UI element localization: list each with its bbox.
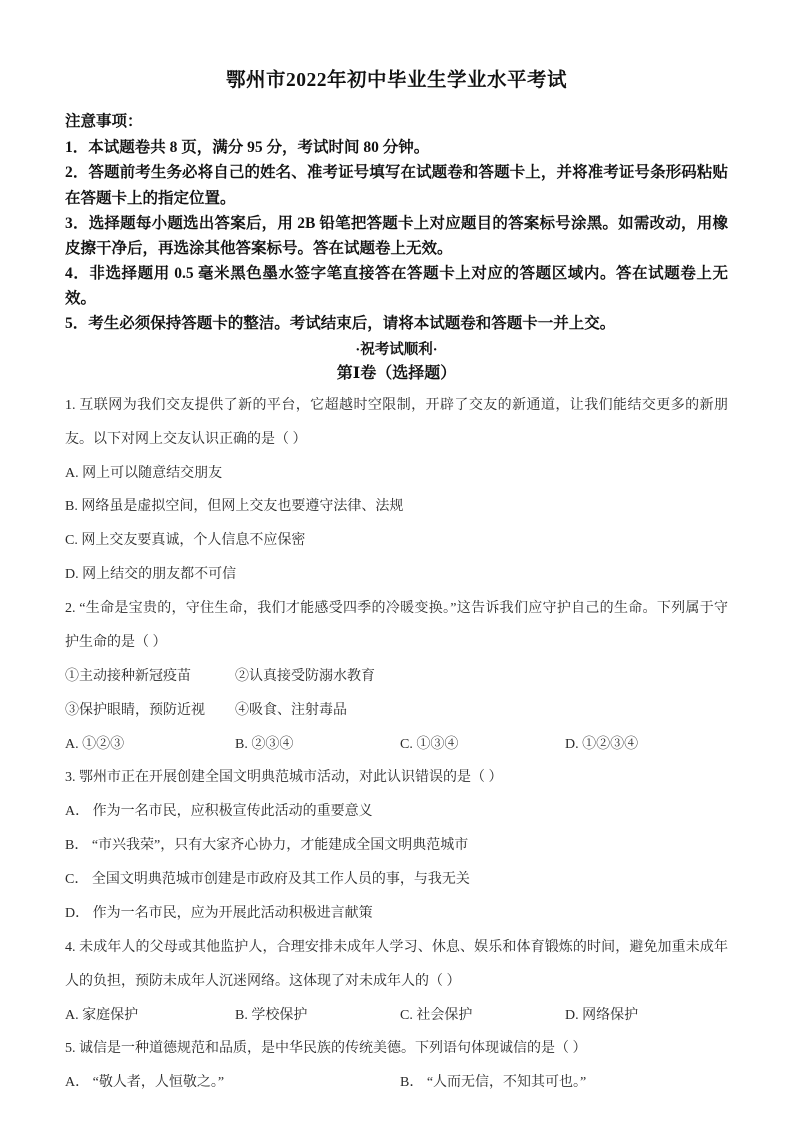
- question-2-subitem-4: ④吸食、注射毒品: [235, 702, 347, 718]
- question-2-option-c[interactable]: C. ①③④: [400, 736, 459, 752]
- question-3-option-a[interactable]: A． 作为一名市民，应积极宣传此活动的重要意义: [65, 804, 373, 820]
- question-3: [65, 761, 728, 930]
- question-2-subitem-row-1: [65, 660, 728, 694]
- question-5-options: [65, 1066, 728, 1100]
- question-5: [65, 1032, 728, 1100]
- question-4-option-b[interactable]: B. 学校保护: [235, 1007, 308, 1023]
- page-title: 鄂州市2022年初中毕业生学业水平考试: [225, 70, 567, 91]
- question-3-stem: 3. 鄂州市正在开展创建全国文明典范城市活动，对此认识错误的是（ ）: [65, 770, 503, 786]
- question-2-subitem-1: ①主动接种新冠疫苗: [65, 668, 191, 684]
- notice-item-4: 4．非选择题用 0.5 毫米黑色墨水签字笔直接答在答题卡上对应的答题区域内。答在试题卷上无效。: [65, 264, 728, 307]
- section-heading: 第Ⅰ卷（选择题）: [336, 364, 457, 382]
- question-4: [65, 931, 728, 1033]
- question-2-options: [65, 728, 728, 762]
- notice-item-5: 5．考生必须保持答题卡的整洁。考试结束后，请将本试题卷和答题卡一并上交。: [65, 315, 616, 333]
- question-2-stem: 2. “生命是宝贵的，守住生命，我们才能感受四季的冷暖变换。”这告诉我们应守护自己的生命。下列属于守护生命的是（ ）: [65, 601, 728, 650]
- question-4-option-d[interactable]: D. 网络保护: [565, 1007, 639, 1023]
- notice-heading: 注意事项：: [65, 113, 143, 131]
- questions-list: [65, 389, 728, 1100]
- question-2-option-a[interactable]: A. ①②③: [65, 736, 125, 752]
- question-5-stem: 5. 诚信是一种道德规范和品质，是中华民族的传统美德。下列语句体现诚信的是（ ）: [65, 1041, 587, 1057]
- question-3-option-c[interactable]: C． 全国文明典范城市创建是市政府及其工作人员的事，与我无关: [65, 872, 470, 887]
- wish-line: ·祝考试顺利·: [355, 342, 438, 359]
- question-2-option-b[interactable]: B. ②③④: [235, 736, 294, 752]
- notice-item-2: 2．答题前考生务必将自己的姓名、准考证号填写在试题卷和答题卡上，并将准考证号条形码粘贴在答题卡上的指定位置。: [65, 164, 728, 207]
- question-4-stem: 4. 未成年人的父母或其他监护人，合理安排未成年人学习、休息、娱乐和体育锻炼的时间，避免加重未成年人的负担，预防未成年人沉迷网络。这体现了对未成年人的（ ）: [65, 939, 728, 989]
- question-2-subitem-2: ②认真接受防溺水教育: [235, 668, 375, 684]
- question-5-option-a[interactable]: A． “敬人者，人恒敬之。”: [65, 1075, 225, 1091]
- question-4-options: [65, 999, 728, 1033]
- question-4-option-a[interactable]: A. 家庭保护: [65, 1007, 139, 1023]
- question-5-option-b[interactable]: B． “人而无信，不知其可也。”: [400, 1075, 587, 1091]
- question-1-option-d[interactable]: D. 网上结交的朋友都不可信: [65, 567, 237, 583]
- question-2-subitem-row-2: [65, 694, 728, 728]
- question-2-option-d[interactable]: D. ①②③④: [565, 736, 639, 752]
- question-4-option-c[interactable]: C. 社会保护: [400, 1007, 473, 1023]
- question-1: [65, 389, 728, 592]
- question-2-subitem-3: ③保护眼睛，预防近视: [65, 702, 205, 718]
- notice-section: [65, 110, 728, 336]
- question-3-option-b[interactable]: B． “市兴我荣”，只有大家齐心协力，才能建成全国文明典范城市: [65, 838, 469, 854]
- question-1-option-a[interactable]: A. 网上可以随意结交朋友: [65, 465, 223, 481]
- question-3-option-d[interactable]: D． 作为一名市民，应为开展此活动积极进言献策: [65, 905, 373, 921]
- notice-item-3: 3．选择题每小题选出答案后，用 2B 铅笔把答题卡上对应题目的答案标号涂黑。如需改动，用橡皮擦干净后，再选涂其他答案标号。答在试题卷上无效。: [65, 214, 728, 257]
- question-1-stem: 1. 互联网为我们交友提供了新的平台，它超越时空限制，开辟了交友的新通道，让我们能结交更多的新朋友。以下对网上交友认识正确的是（ ）: [65, 397, 728, 447]
- question-1-option-c[interactable]: C. 网上交友要真诚，个人信息不应保密: [65, 533, 306, 549]
- question-2: [65, 592, 728, 761]
- notice-item-1: 1．本试题卷共 8 页，满分 95 分，考试时间 80 分钟。: [65, 139, 430, 157]
- question-1-option-b[interactable]: B. 网络虽是虚拟空间，但网上交友也要遵守法律、法规: [65, 499, 404, 515]
